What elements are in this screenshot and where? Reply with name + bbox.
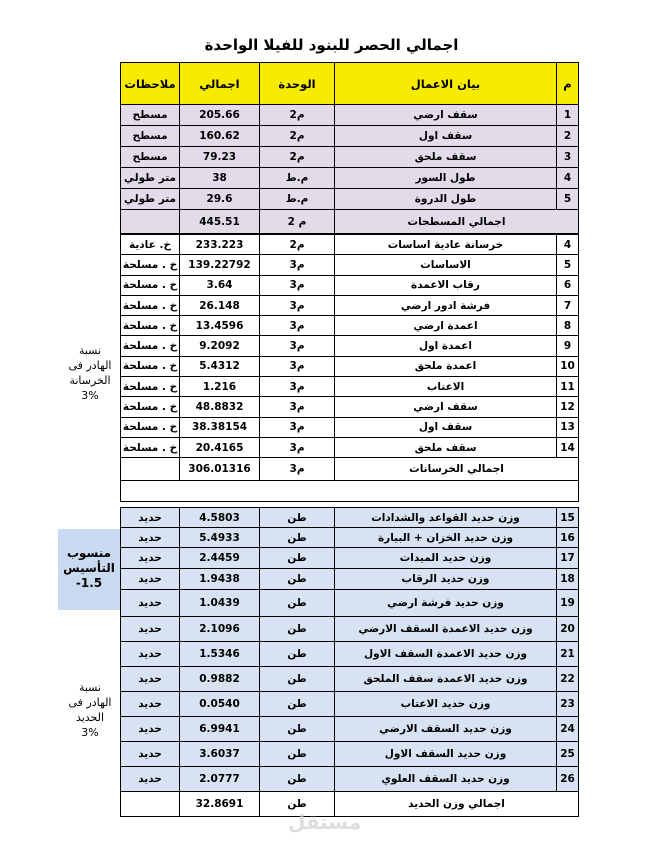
row-total: 0.0540 <box>180 692 260 716</box>
side-note-line: نسبة <box>78 344 102 357</box>
row-num: 26 <box>557 767 579 791</box>
summary-row <box>121 210 579 234</box>
table-row <box>121 377 579 397</box>
row-total: 1.216 <box>180 377 260 396</box>
row-unit: م3 <box>260 438 335 457</box>
summary-desc: اجمالي المسطحات <box>335 210 579 233</box>
table-row <box>121 692 579 717</box>
row-desc: سقف ملحق <box>335 147 557 167</box>
row-total: 13.4596 <box>180 316 260 335</box>
row-desc: وزن حديد السقف العلوي <box>335 767 557 791</box>
table-row <box>121 105 579 126</box>
table-row <box>121 336 579 356</box>
row-num: 5 <box>557 189 579 209</box>
table-row <box>121 528 579 548</box>
row-note: حديد <box>121 617 180 641</box>
row-desc: وزن حديد الرقاب <box>335 569 557 589</box>
row-unit: طن <box>260 528 335 547</box>
row-note: مسطح <box>121 105 180 125</box>
row-desc: وزن حديد القواعد والشدادات <box>335 508 557 527</box>
row-unit: طن <box>260 767 335 791</box>
table-row <box>121 742 579 767</box>
table-row <box>121 276 579 296</box>
row-total: 48.8832 <box>180 397 260 416</box>
row-note: حديد <box>121 548 180 568</box>
row-unit: طن <box>260 508 335 527</box>
row-unit: م2 <box>260 235 335 254</box>
row-note: حديد <box>121 508 180 527</box>
row-unit: م3 <box>260 255 335 274</box>
row-note: حديد <box>121 742 180 766</box>
row-unit: طن <box>260 742 335 766</box>
table-row <box>121 168 579 189</box>
row-desc: وزن حديد فرشة ارضي <box>335 590 557 616</box>
row-num: 14 <box>557 438 579 457</box>
row-note: حديد <box>121 590 180 616</box>
header-num: م <box>557 63 579 104</box>
row-num: 25 <box>557 742 579 766</box>
summary-unit: طن <box>260 792 335 816</box>
row-note: متر طولي <box>121 168 180 188</box>
row-note: خ . مسلحة <box>121 336 180 355</box>
row-total: 2.0777 <box>180 767 260 791</box>
summary-desc: اجمالي الخرسانات <box>335 458 579 480</box>
row-desc: الاعتاب <box>335 377 557 396</box>
row-total: 2.1096 <box>180 617 260 641</box>
summary-desc: اجمالي وزن الحديد <box>335 792 579 816</box>
row-unit: م3 <box>260 397 335 416</box>
header-desc: بيان الاعمال <box>335 63 557 104</box>
row-num: 15 <box>557 508 579 527</box>
row-total: 5.4933 <box>180 528 260 547</box>
summary-note <box>121 458 180 480</box>
row-num: 2 <box>557 126 579 146</box>
summary-total: 445.51 <box>180 210 260 233</box>
table-row <box>121 255 579 275</box>
row-num: 9 <box>557 336 579 355</box>
row-total: 0.9882 <box>180 667 260 691</box>
row-total: 233.223 <box>180 235 260 254</box>
row-desc: فرشة ادور ارضي <box>335 296 557 315</box>
row-num: 23 <box>557 692 579 716</box>
table-row <box>121 717 579 742</box>
row-num: 6 <box>557 276 579 295</box>
row-unit: م3 <box>260 418 335 437</box>
row-desc: سقف ملحق <box>335 438 557 457</box>
table-row <box>121 235 579 255</box>
row-unit: م3 <box>260 336 335 355</box>
side-note-line: نسبة <box>78 681 102 694</box>
summary-total: 32.8691 <box>180 792 260 816</box>
row-total: 139.22792 <box>180 255 260 274</box>
row-desc: سقف اول <box>335 126 557 146</box>
row-num: 11 <box>557 377 579 396</box>
row-num: 18 <box>557 569 579 589</box>
row-total: 1.5346 <box>180 642 260 666</box>
row-total: 9.2092 <box>180 336 260 355</box>
row-note: خ . مسلحة <box>121 418 180 437</box>
side-note-line: 3% <box>81 726 99 739</box>
table-row <box>121 590 579 617</box>
row-note: حديد <box>121 642 180 666</box>
row-num: 24 <box>557 717 579 741</box>
side-note-line: الحديد <box>75 711 105 724</box>
row-unit: طن <box>260 667 335 691</box>
table-row <box>121 147 579 168</box>
side-note-steel <box>62 680 118 740</box>
row-total: 38 <box>180 168 260 188</box>
row-num: 20 <box>557 617 579 641</box>
row-note: خ . مسلحة <box>121 377 180 396</box>
row-total: 3.64 <box>180 276 260 295</box>
row-desc: وزن حديد السقف الارضي <box>335 717 557 741</box>
row-desc: خرسانة عادية اساسات <box>335 235 557 254</box>
row-unit: م.ط <box>260 168 335 188</box>
summary-row <box>121 458 579 481</box>
row-unit: م3 <box>260 377 335 396</box>
row-num: 16 <box>557 528 579 547</box>
row-total: 3.6037 <box>180 742 260 766</box>
watermark-logo: مستقل <box>288 810 362 834</box>
header-unit: الوحدة <box>260 63 335 104</box>
row-num: 8 <box>557 316 579 335</box>
row-total: 205.66 <box>180 105 260 125</box>
row-note: خ . مسلحة <box>121 276 180 295</box>
row-desc: اعمدة ارضي <box>335 316 557 335</box>
table-concrete <box>120 234 579 502</box>
table-row <box>121 397 579 417</box>
row-total: 5.4312 <box>180 357 260 376</box>
table-areas <box>120 62 579 255</box>
table-row <box>121 642 579 667</box>
row-num: 4 <box>557 235 579 254</box>
blank-cell <box>121 481 579 501</box>
table-row <box>121 508 579 528</box>
row-unit: طن <box>260 617 335 641</box>
row-num: 10 <box>557 357 579 376</box>
row-note: خ . مسلحة <box>121 357 180 376</box>
table-row <box>121 767 579 792</box>
row-note: حديد <box>121 569 180 589</box>
table-row <box>121 667 579 692</box>
row-unit: م2 <box>260 126 335 146</box>
row-unit: م2 <box>260 147 335 167</box>
table-row <box>121 617 579 642</box>
row-unit: م3 <box>260 357 335 376</box>
row-num: 21 <box>557 642 579 666</box>
table-row <box>121 357 579 377</box>
row-unit: م3 <box>260 296 335 315</box>
row-unit: م3 <box>260 316 335 335</box>
row-note: خ . مسلحة <box>121 397 180 416</box>
row-total: 4.5803 <box>180 508 260 527</box>
row-unit: طن <box>260 548 335 568</box>
summary-unit: م 2 <box>260 210 335 233</box>
row-note: حديد <box>121 717 180 741</box>
row-note: حديد <box>121 692 180 716</box>
row-note: حديد <box>121 528 180 547</box>
side-note-line: -1.5 <box>75 576 103 590</box>
table-row <box>121 548 579 569</box>
side-note-line: الخرسانة <box>69 374 111 387</box>
row-desc: وزن حديد الاعتاب <box>335 692 557 716</box>
side-note-concrete <box>62 343 118 403</box>
row-note: خ . مسلحة <box>121 296 180 315</box>
side-note-line: منسوب <box>66 546 112 560</box>
row-num: 4 <box>557 168 579 188</box>
row-total: 26.148 <box>180 296 260 315</box>
row-unit: طن <box>260 717 335 741</box>
summary-note <box>121 792 180 816</box>
side-note-line: التأسيس <box>63 561 115 575</box>
row-total: 6.9941 <box>180 717 260 741</box>
side-note-line: الهادر فى <box>68 696 112 709</box>
row-unit: م2 <box>260 105 335 125</box>
row-desc: سقف ارضي <box>335 105 557 125</box>
row-num: 17 <box>557 548 579 568</box>
row-total: 160.62 <box>180 126 260 146</box>
summary-unit: م3 <box>260 458 335 480</box>
row-num: 3 <box>557 147 579 167</box>
row-note: خ. عادية <box>121 235 180 254</box>
row-desc: وزن حديد السقف الاول <box>335 742 557 766</box>
row-unit: م3 <box>260 276 335 295</box>
row-note: حديد <box>121 767 180 791</box>
table-row <box>121 418 579 438</box>
table-row <box>121 569 579 590</box>
row-total: 20.4165 <box>180 438 260 457</box>
row-unit: طن <box>260 569 335 589</box>
row-num: 7 <box>557 296 579 315</box>
blank-row <box>121 481 579 502</box>
row-note: مسطح <box>121 126 180 146</box>
summary-total: 306.01316 <box>180 458 260 480</box>
table-steel <box>120 507 579 817</box>
row-desc: وزن حديد الاعمدة السقف الارضي <box>335 617 557 641</box>
row-desc: سقف اول <box>335 418 557 437</box>
row-desc: وزن حديد الاعمدة سقف الملحق <box>335 667 557 691</box>
table-row <box>121 126 579 147</box>
row-desc: سقف ارضي <box>335 397 557 416</box>
table-row <box>121 189 579 210</box>
row-desc: وزن حديد الاعمدة السقف الاول <box>335 642 557 666</box>
row-unit: م.ط <box>260 189 335 209</box>
row-desc: طول الدروة <box>335 189 557 209</box>
row-unit: طن <box>260 642 335 666</box>
header-note: ملاحظات <box>121 63 180 104</box>
row-note: حديد <box>121 667 180 691</box>
summary-note <box>121 210 180 233</box>
row-desc: رقاب الاعمدة <box>335 276 557 295</box>
row-num: 19 <box>557 590 579 616</box>
row-total: 1.9438 <box>180 569 260 589</box>
row-num: 12 <box>557 397 579 416</box>
row-desc: طول السور <box>335 168 557 188</box>
header-total: اجمالي <box>180 63 260 104</box>
row-total: 2.4459 <box>180 548 260 568</box>
row-num: 1 <box>557 105 579 125</box>
row-note: خ . مسلحة <box>121 255 180 274</box>
side-note-foundation <box>58 546 120 591</box>
row-desc: وزن حديد الميدات <box>335 548 557 568</box>
row-note: مسطح <box>121 147 180 167</box>
row-num: 5 <box>557 255 579 274</box>
row-total: 1.0439 <box>180 590 260 616</box>
row-num: 22 <box>557 667 579 691</box>
row-note: خ . مسلحة <box>121 438 180 457</box>
row-desc: الاساسات <box>335 255 557 274</box>
row-desc: وزن حديد الخزان + البيارة <box>335 528 557 547</box>
row-unit: طن <box>260 692 335 716</box>
row-desc: اعمدة اول <box>335 336 557 355</box>
side-note-line: 3% <box>81 389 99 402</box>
row-unit: طن <box>260 590 335 616</box>
page-title: اجمالي الحصر للبنود للفيلا الواحدة <box>204 36 459 54</box>
table-header <box>121 63 579 105</box>
row-note: خ . مسلحة <box>121 316 180 335</box>
side-note-line: الهادر فى <box>68 359 112 372</box>
row-num: 13 <box>557 418 579 437</box>
row-total: 29.6 <box>180 189 260 209</box>
row-note: متر طولي <box>121 189 180 209</box>
row-total: 38.38154 <box>180 418 260 437</box>
table-row <box>121 438 579 458</box>
row-desc: اعمدة ملحق <box>335 357 557 376</box>
row-total: 79.23 <box>180 147 260 167</box>
table-row <box>121 316 579 336</box>
table-row <box>121 296 579 316</box>
